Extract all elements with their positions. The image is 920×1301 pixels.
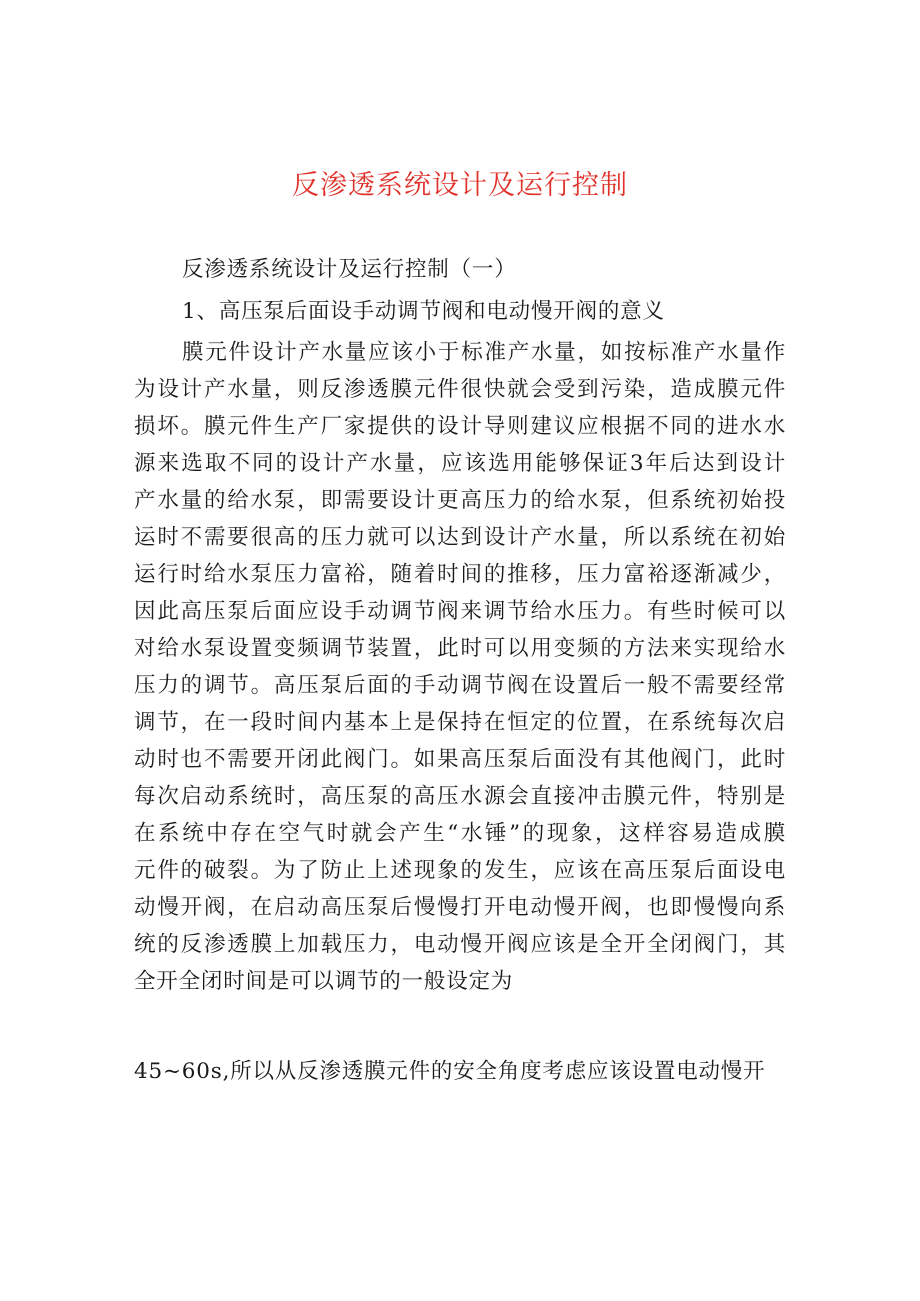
paragraph-line: 运行时给水泵压力富裕，随着时间的推移，压力富裕逐渐减少， <box>134 562 786 587</box>
paragraph-line: 动时也不需要开闭此阀门。如果高压泵后面没有其他阀门，此时 <box>134 747 786 772</box>
paragraph-line: 动慢开阀，在启动高压泵后慢慢打开电动慢开阀，也即慢慢向系 <box>134 895 786 920</box>
paragraph-line: 元件的破裂。为了防止上述现象的发生，应该在高压泵后面设电 <box>134 858 786 883</box>
paragraph-line: 每次启动系统时，高压泵的高压水源会直接冲击膜元件，特别是 <box>134 784 786 809</box>
paragraph-line: 源来选取不同的设计产水量，应该选用能够保证3年后达到设计 <box>134 451 786 476</box>
paragraph-line: 全开全闭时间是可以调节的一般设定为 <box>134 969 514 994</box>
paragraph-line: 因此高压泵后面应设手动调节阀来调节给水压力。有些时候可以 <box>134 599 786 624</box>
document-title: 反渗透系统设计及运行控制 <box>292 170 628 201</box>
paragraph-line: 产水量的给水泵，即需要设计更高压力的给水泵，但系统初始投 <box>134 488 786 513</box>
subtitle: 反渗透系统设计及运行控制（一） <box>182 257 517 282</box>
paragraph-line: 损坏。膜元件生产厂家提供的设计导则建议应根据不同的进水水 <box>134 414 786 439</box>
paragraph-line: 对给水泵设置变频调节装置，此时可以用变频的方法来实现给水 <box>134 636 786 661</box>
paragraph-line: 运时不需要很高的压力就可以达到设计产水量，所以系统在初始 <box>134 525 786 550</box>
paragraph-line: 调节，在一段时间内基本上是保持在恒定的位置，在系统每次启 <box>134 710 786 735</box>
paragraph-line: 为设计产水量，则反渗透膜元件很快就会受到污染，造成膜元件 <box>134 377 786 402</box>
paragraph-line: 统的反渗透膜上加载压力，电动慢开阀应该是全开全闭阀门，其 <box>134 932 786 957</box>
paragraph-line: 膜元件设计产水量应该小于标准产水量，如按标准产水量作 <box>182 340 786 365</box>
paragraph-line: 压力的调节。高压泵后面的手动调节阀在设置后一般不需要经常 <box>134 673 786 698</box>
section-heading: 1、高压泵后面设手动调节阀和电动慢开阀的意义 <box>182 299 665 324</box>
continuation-line: 45~60s,所以从反渗透膜元件的安全角度考虑应该设置电动慢开 <box>134 1059 766 1084</box>
paragraph-line: 在系统中存在空气时就会产生“水锤”的现象，这样容易造成膜 <box>134 821 786 846</box>
